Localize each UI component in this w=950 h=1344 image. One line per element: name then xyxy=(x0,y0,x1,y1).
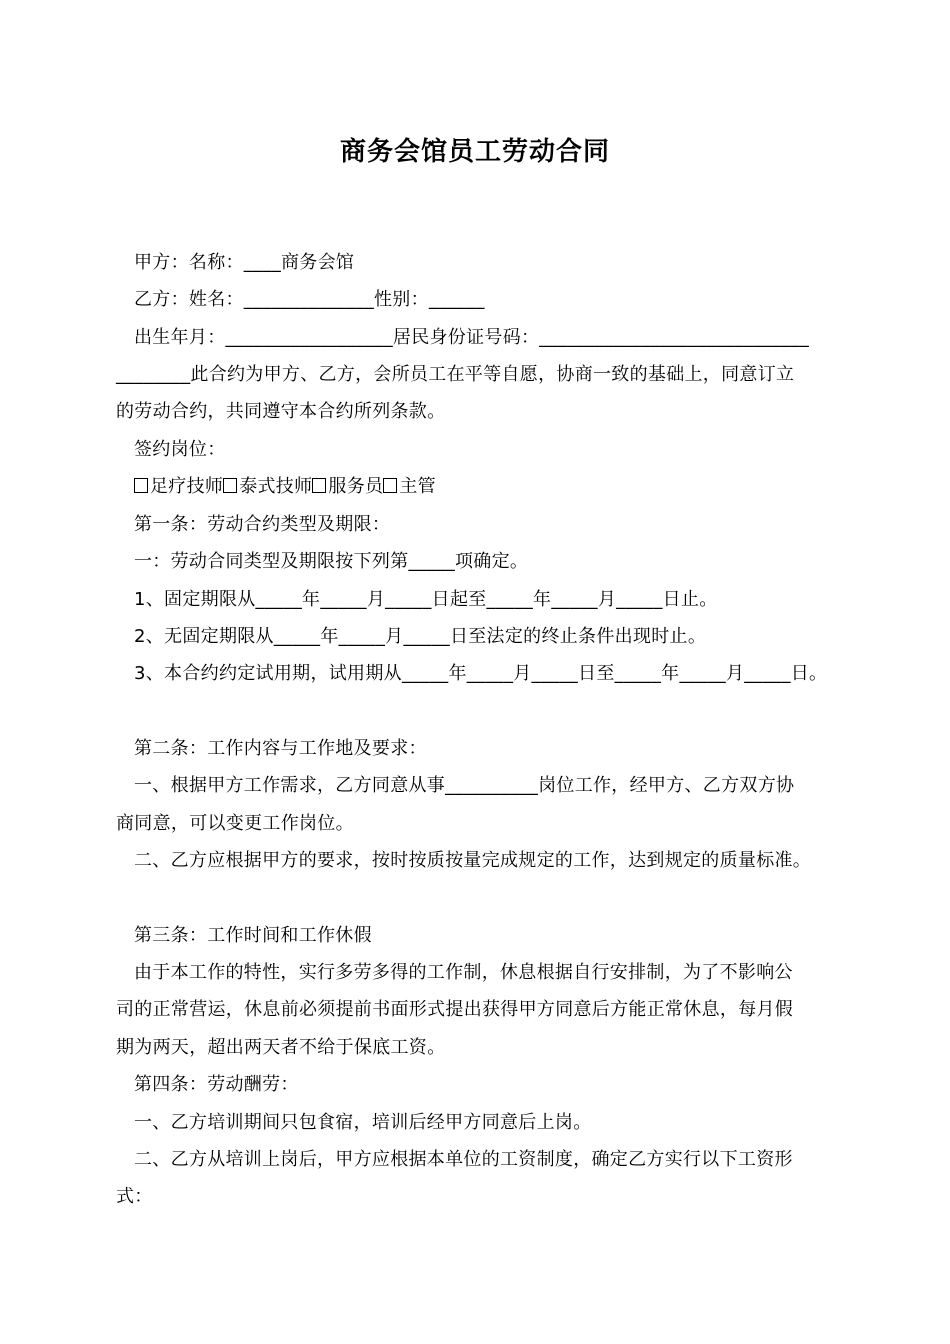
article-1-item-1: 1、固定期限从_____年_____月_____日起至_____年_____月_____日止。 xyxy=(134,589,718,610)
article-2-para-2: 二、乙方应根据甲方的要求，按时按质按量完成规定的工作，达到规定的质量标准。 xyxy=(134,850,812,871)
position-option xyxy=(223,474,312,500)
position-option xyxy=(383,474,436,500)
article-2-heading: 第二条：工作内容与工作地及要求： xyxy=(134,738,427,759)
article-4-item-2-line-1: 二、乙方从培训上岗后，甲方应根据本单位的工资制度，确定乙方实行以下工资形 xyxy=(134,1149,793,1170)
position-option-label: 主管 xyxy=(399,476,436,497)
article-1-heading: 第一条：劳动合约类型及期限： xyxy=(134,514,391,535)
preamble-line-1: ________此合约为甲方、乙方，会所员工在平等自愿，协商一致的基础上，同意订立 xyxy=(116,364,795,385)
article-3-line-2: 司的正常营运，休息前必须提前书面形式提出获得甲方同意后方能正常休息，每月假 xyxy=(116,999,794,1020)
checkbox-icon[interactable] xyxy=(223,478,237,493)
position-options xyxy=(134,474,436,500)
article-2-para-1-line-1: 一、根据甲方工作需求，乙方同意从事__________岗位工作，经甲方、乙方双方协 xyxy=(134,775,795,796)
document-title: 商务会馆员工劳动合同 xyxy=(339,137,610,167)
article-3-heading: 第三条：工作时间和工作休假 xyxy=(134,925,372,946)
article-3-line-3: 期为两天，超出两天者不给于保底工资。 xyxy=(116,1037,446,1058)
birth-id-line: 出生年月：__________________居民身份证号码：_____________________________ xyxy=(134,327,809,348)
party-a-line: 甲方：名称：____商务会馆 xyxy=(134,252,355,273)
article-1-item-3: 3、本合约约定试用期，试用期从_____年_____月_____日至_____年_____月_____日。 xyxy=(134,663,828,684)
position-option xyxy=(134,474,223,500)
preamble-line-2: 的劳动合约，共同遵守本合约所列条款。 xyxy=(116,401,446,422)
checkbox-icon[interactable] xyxy=(134,478,148,493)
article-1-item-intro: 一：劳动合同类型及期限按下列第_____项确定。 xyxy=(134,551,529,572)
position-option-label: 服务员 xyxy=(328,476,384,497)
checkbox-icon[interactable] xyxy=(383,478,397,493)
party-b-line: 乙方：姓名：______________性别：______ xyxy=(134,289,485,310)
article-1-item-2: 2、无固定期限从_____年_____月_____日至法定的终止条件出现时止。 xyxy=(134,626,707,647)
article-2-para-1-line-2: 商同意，可以变更工作岗位。 xyxy=(116,813,354,834)
position-heading: 签约岗位： xyxy=(134,439,226,460)
checkbox-icon[interactable] xyxy=(312,478,326,493)
position-option-label: 足疗技师 xyxy=(150,476,224,497)
position-option-label: 泰式技师 xyxy=(239,476,313,497)
position-option xyxy=(312,474,383,500)
article-4-item-2-line-2: 式： xyxy=(116,1186,153,1207)
article-3-line-1: 由于本工作的特性，实行多劳多得的工作制，休息根据自行安排制，为了不影响公 xyxy=(134,962,793,983)
article-4-item-1: 一、乙方培训期间只包食宿，培训后经甲方同意后上岗。 xyxy=(134,1112,592,1133)
article-4-heading: 第四条：劳动酬劳： xyxy=(134,1074,299,1095)
